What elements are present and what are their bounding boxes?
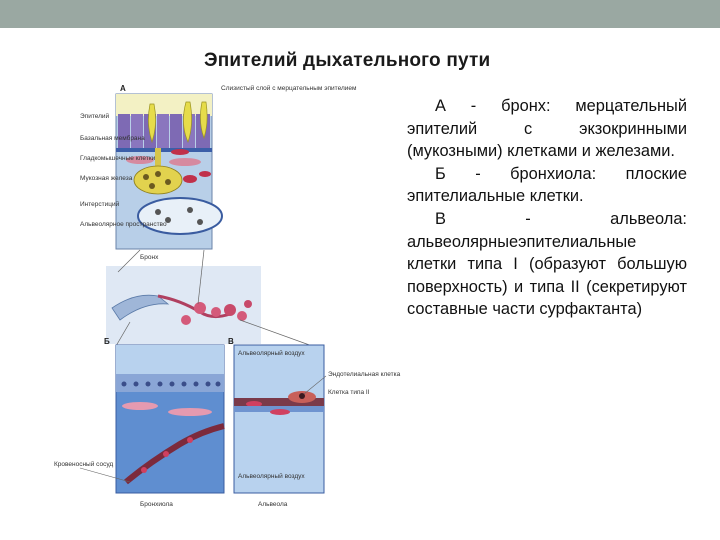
panel-b [116, 345, 224, 493]
label-epithelium: Эпителий [80, 113, 110, 120]
label-blood-vessel: Кровеносный сосуд [54, 461, 114, 468]
label-alveolar-air-bottom: Альвеолярный воздух [238, 473, 305, 480]
label-alveolar-space: Альвеолярное пространство [80, 221, 167, 228]
label-endothelial-cell: Эндотелиальная клетка [328, 371, 401, 378]
label-alveolar-air-top: Альвеолярный воздух [238, 350, 305, 357]
label-mucus: Слизистый слой с мерцательным эпителием [221, 85, 357, 92]
paragraph-bronchus: А - бронх: мерцательный эпителий с экзокринными (мукозными) клетками и железами. [407, 97, 687, 161]
slide-title: Эпителий дыхательного пути [204, 50, 491, 71]
paragraph-bronchiole: Б - бронхиола: плоские эпителиальные клетки. [407, 164, 687, 206]
respiratory-epithelium-figure [40, 82, 401, 522]
panel-v-letter: В [228, 337, 234, 346]
label-bronchus: Бронх [140, 254, 159, 261]
top-bar [0, 0, 720, 28]
body-text [407, 95, 687, 321]
airway-tree [106, 266, 261, 344]
label-interstitium: Интерстиций [80, 201, 120, 208]
label-alveolus: Альвеола [258, 501, 288, 508]
panel-a-letter: А [120, 84, 126, 93]
ciliated-cells [118, 114, 210, 148]
label-bronchiole: Бронхиола [140, 501, 173, 508]
paragraph-alveolus: В - альвеола: альвеолярныеэпителиальные клетки типа I (образуют большую поверхность) и типа II (секретируют составные части сурфактанта) [407, 209, 687, 319]
alveolus-sac [138, 198, 222, 234]
label-basal-membrane: Базальная мембрана [80, 135, 145, 142]
label-type2-cell: Клетка типа II [328, 389, 370, 396]
label-mucous-gland: Мукозная железа [80, 175, 133, 182]
panel-b-letter: Б [104, 337, 110, 346]
label-smooth-muscle: Гладкомышечные клетки [80, 155, 156, 162]
panel-v [234, 345, 324, 493]
